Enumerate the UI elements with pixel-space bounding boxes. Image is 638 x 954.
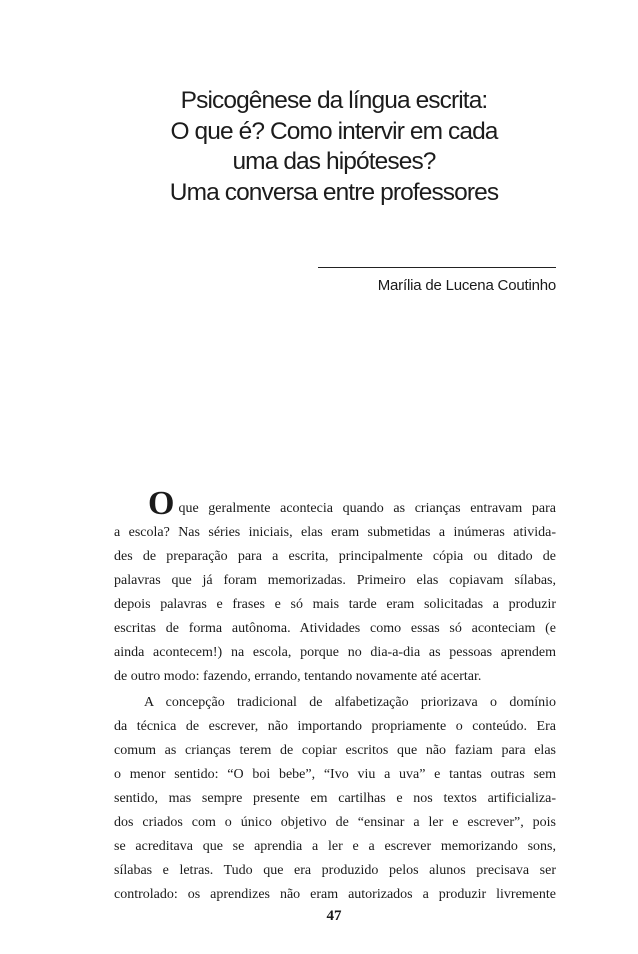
paragraph-1 — [114, 485, 556, 689]
text-line: escritas de forma autônoma. Atividades como essas só aconteciam (e — [114, 621, 556, 636]
text-line: A concepção tradicional de alfabetização priorizava o domínio — [144, 695, 556, 710]
chapter-title-line-4: Uma conversa entre professores — [169, 178, 499, 206]
text-line: da técnica de escrever, não importando propriamente o conteúdo. Era — [114, 719, 556, 734]
chapter-title-line-1: Psicogênese da língua escrita: — [180, 87, 488, 114]
chapter-title-line-3: uma das hipóteses? — [232, 148, 436, 175]
text-line: dos criados com o único objetivo de “ensinar a ler e escrever”, pois — [114, 815, 556, 830]
first-line-text: que geralmente acontecia quando as crianças entravam para — [178, 501, 556, 516]
paragraph-2 — [114, 691, 556, 907]
author-divider — [318, 267, 556, 268]
text-line: palavras que já foram memorizadas. Primeiro elas copiavam sílabas, — [114, 573, 556, 588]
text-line: de outro modo: fazendo, errando, tentando novamente até acertar. — [114, 669, 482, 684]
text-line: des de preparação para a escrita, principalmente cópia ou ditado de — [114, 549, 556, 564]
drop-cap: O — [148, 485, 175, 522]
body-text — [114, 485, 556, 907]
text-line: depois palavras e frases e só mais tarde eram solicitadas a produzir — [114, 597, 556, 612]
text-line: controlado: os aprendizes não eram autorizados a produzir livremente — [114, 887, 556, 902]
author-name: Marília de Lucena Coutinho — [377, 277, 556, 294]
chapter-title-line-2: O que é? Como intervir em cada — [170, 117, 498, 145]
text-line: ainda acontecem!) na escola, porque no dia-a-dia as pessoas aprendem — [114, 645, 556, 660]
page-number: 47 — [326, 908, 342, 924]
chapter-title — [0, 86, 638, 208]
text-line: sentido, mas sempre presente em cartilhas e nos textos artificializa- — [114, 791, 556, 806]
text-line: o menor sentido: “O boi bebe”, “Ivo viu a uva” e tantas outras sem — [114, 767, 556, 782]
text-line — [114, 485, 556, 522]
text-line: a escola? Nas séries iniciais, elas eram submetidas a inúmeras ativida- — [114, 525, 556, 540]
text-line: sílabas e letras. Tudo que era produzido pelos alunos precisava ser — [114, 863, 556, 878]
text-line: comum as crianças terem de copiar escritos que não faziam para elas — [114, 743, 556, 758]
text-line: se acreditava que se aprendia a ler e a escrever memorizando sons, — [114, 839, 556, 854]
